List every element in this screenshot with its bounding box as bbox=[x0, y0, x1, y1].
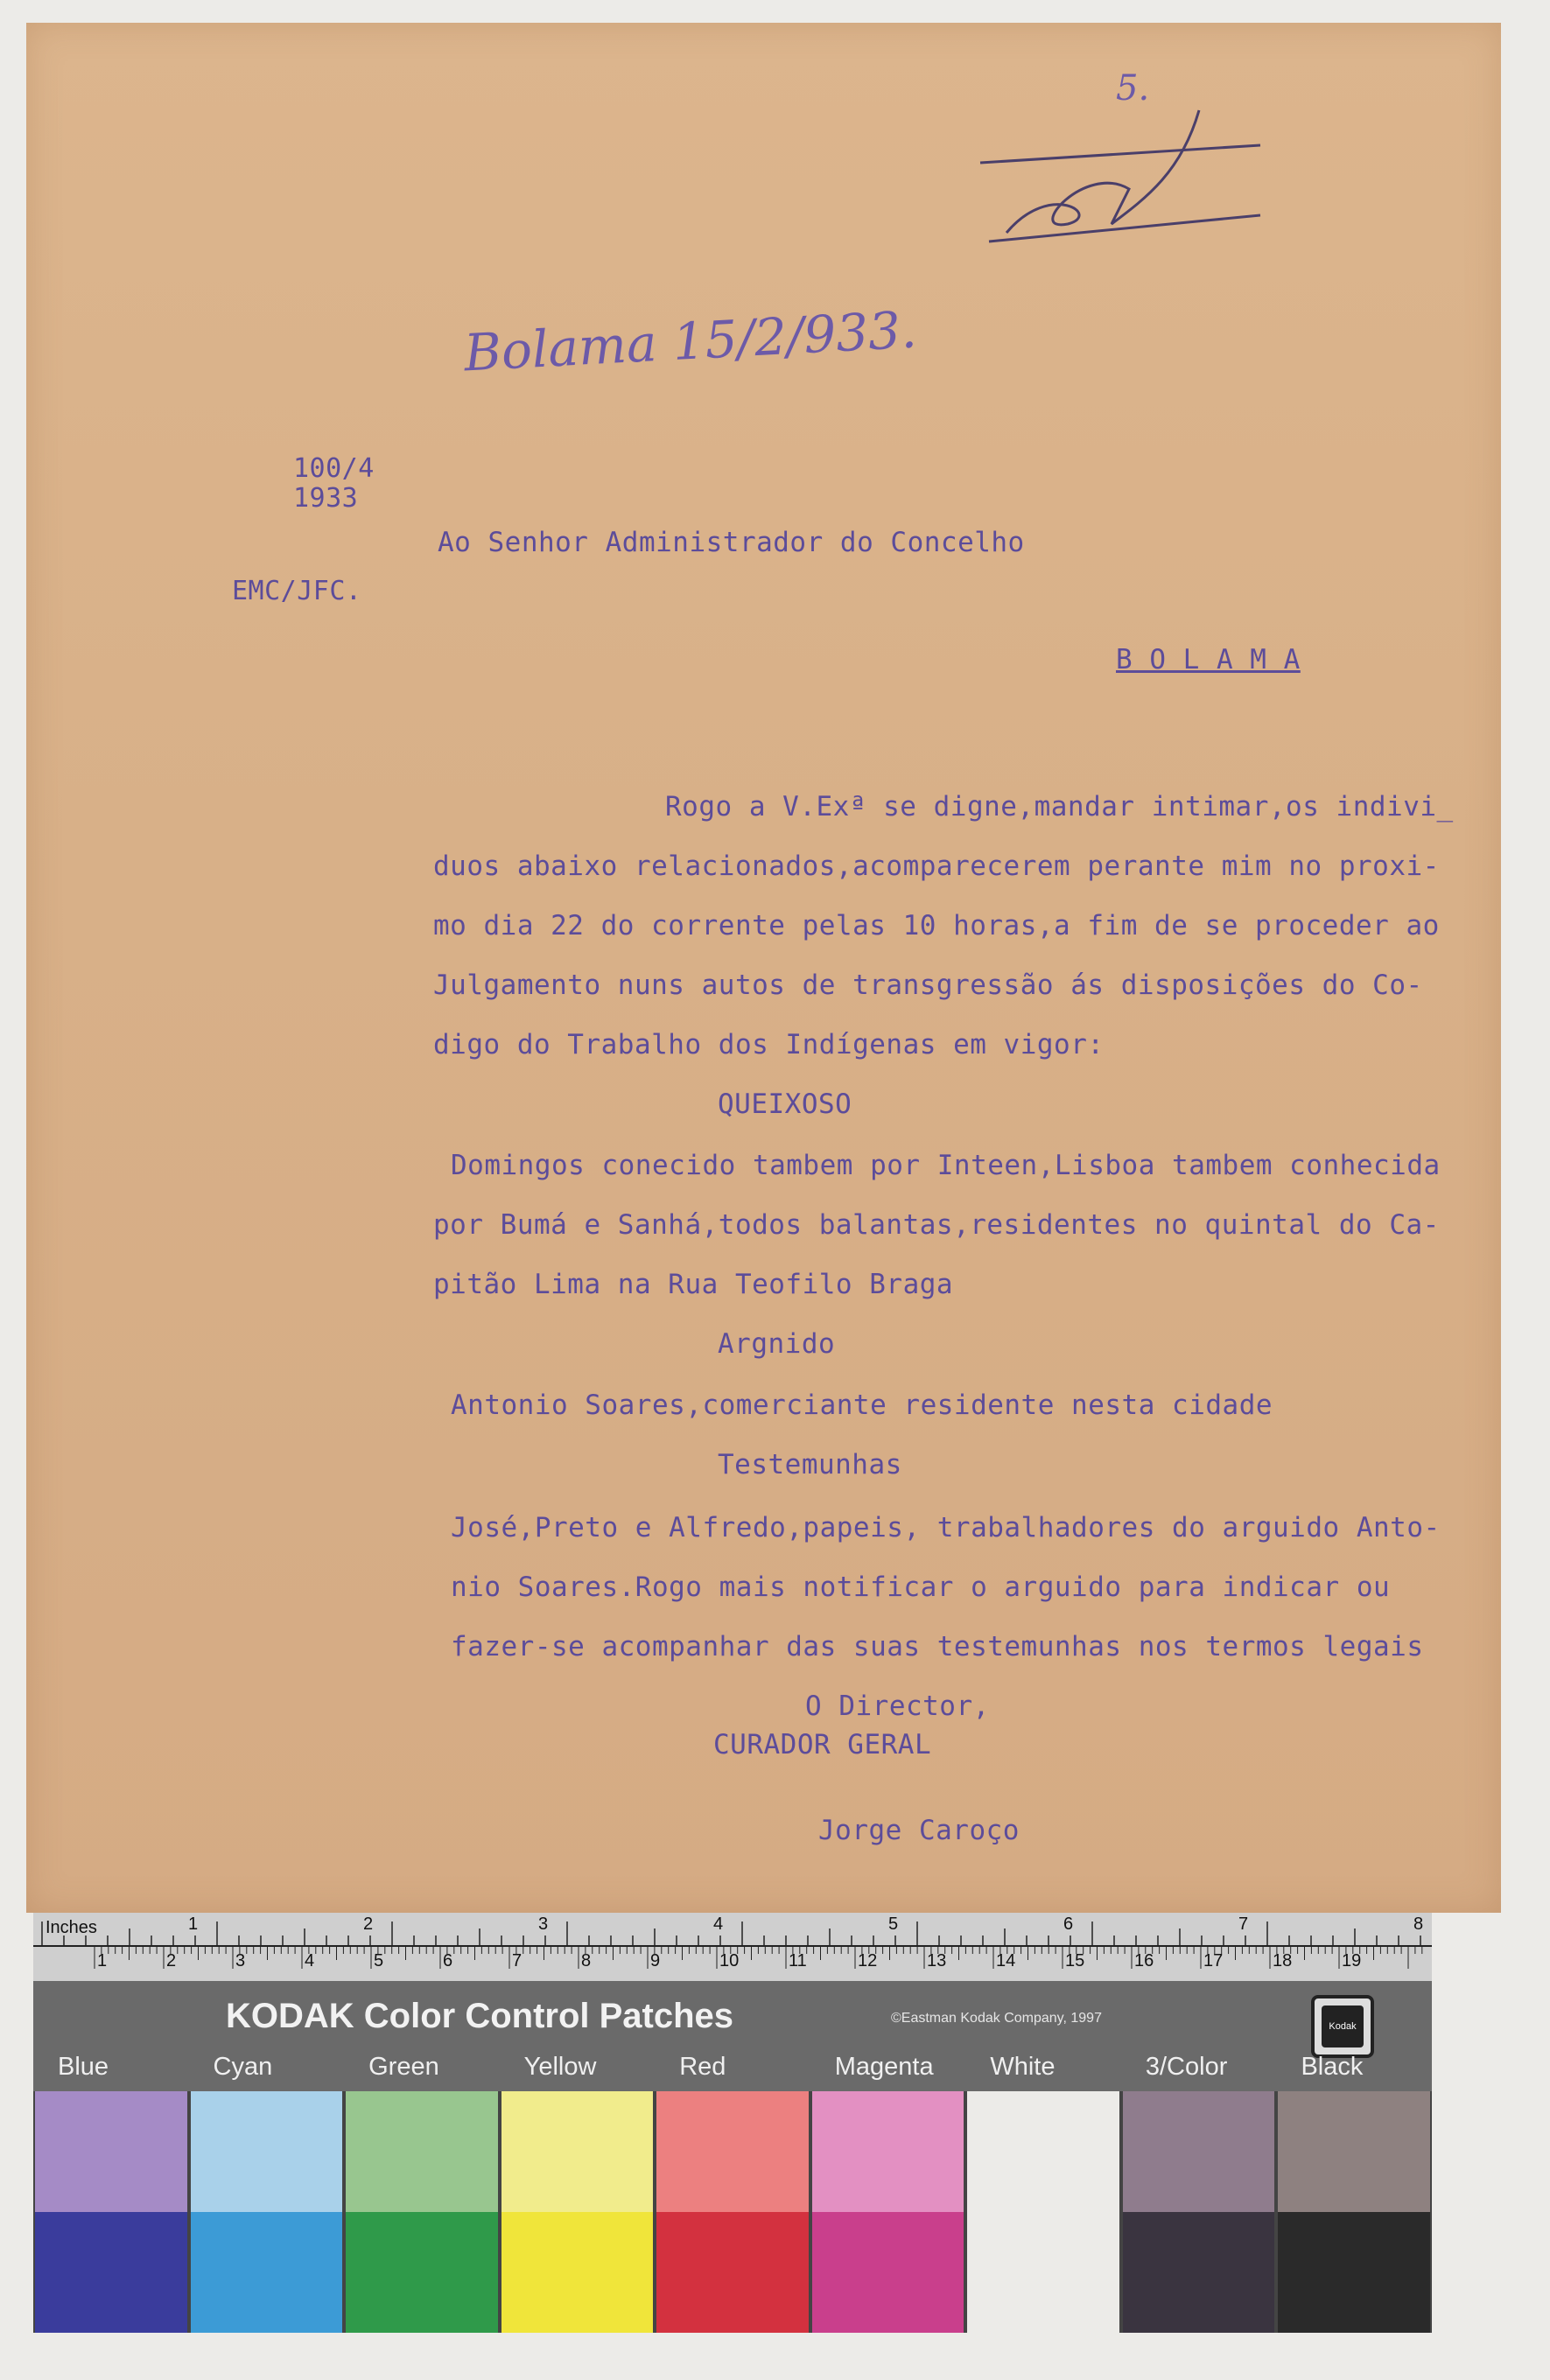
cm-mark: 14 bbox=[996, 1951, 1016, 1970]
handwritten-initials-mark bbox=[971, 93, 1287, 250]
cm-mark: 8 bbox=[581, 1951, 592, 1970]
testemunhas-line: José,Preto e Alfredo,papeis, trabalhadores do arguido Anto- bbox=[451, 1512, 1441, 1544]
inch-ruler bbox=[33, 1913, 1432, 1982]
heading-arguido: Argnido bbox=[718, 1328, 836, 1360]
chart-copyright: ©Eastman Kodak Company, 1997 bbox=[891, 2011, 1102, 2026]
testemunhas-line: nio Soares.Rogo mais notificar o arguido para indicar ou bbox=[451, 1572, 1391, 1603]
color-patch-bottom bbox=[35, 2212, 187, 2333]
kodak-color-chart bbox=[33, 1913, 1432, 2333]
color-patch-top bbox=[35, 2091, 187, 2212]
cm-mark: 9 bbox=[650, 1951, 661, 1970]
testemunhas-line: fazer-se acompanhar das suas testemunhas nos termos legais bbox=[451, 1631, 1424, 1662]
inch-mark: 1 bbox=[188, 1914, 199, 1934]
patch-labels bbox=[33, 2053, 1432, 2088]
color-patch-top bbox=[967, 2091, 1119, 2212]
color-patch-top bbox=[346, 2091, 498, 2212]
kodak-logo-text: Kodak bbox=[1322, 2006, 1364, 2048]
cm-mark: 19 bbox=[1342, 1951, 1362, 1970]
cm-mark: 7 bbox=[512, 1951, 523, 1970]
cm-mark: 3 bbox=[235, 1951, 246, 1970]
patch-label-white: White bbox=[990, 2053, 1056, 2081]
inches-label: Inches bbox=[46, 1918, 97, 1937]
inch-mark: 7 bbox=[1238, 1914, 1249, 1934]
chart-title: KODAK Color Control Patches bbox=[226, 1997, 734, 2035]
cm-mark: 6 bbox=[443, 1951, 453, 1970]
patch-label-red: Red bbox=[679, 2053, 726, 2081]
color-patch-bottom bbox=[501, 2212, 654, 2333]
color-patch-top bbox=[656, 2091, 809, 2212]
color-patch-top bbox=[812, 2091, 964, 2212]
patch-label-3-color: 3/Color bbox=[1145, 2053, 1228, 2081]
color-patch-bottom bbox=[656, 2212, 809, 2333]
patch-label-magenta: Magenta bbox=[834, 2053, 934, 2081]
arguido-line: Antonio Soares,comerciante residente nesta cidade bbox=[451, 1390, 1273, 1421]
color-patch-bottom bbox=[346, 2212, 498, 2333]
cm-mark: 11 bbox=[789, 1951, 807, 1970]
signature-role: CURADOR GERAL bbox=[713, 1729, 932, 1760]
patch-label-yellow: Yellow bbox=[523, 2053, 597, 2081]
cm-mark: 10 bbox=[719, 1951, 740, 1970]
color-patch-bottom bbox=[1123, 2212, 1275, 2333]
inch-mark: 2 bbox=[363, 1914, 374, 1934]
reference-number: 100/4 bbox=[293, 453, 375, 484]
cm-mark: 12 bbox=[858, 1951, 878, 1970]
body-line: Julgamento nuns autos de transgressão ás disposições do Co- bbox=[433, 970, 1423, 1001]
color-patch-top bbox=[501, 2091, 654, 2212]
body-line: duos abaixo relacionados,acomparecerem perante mim no proxi- bbox=[433, 850, 1440, 882]
inch-mark: 8 bbox=[1413, 1914, 1424, 1934]
heading-queixoso: QUEIXOSO bbox=[718, 1088, 852, 1120]
inch-mark: 6 bbox=[1063, 1914, 1074, 1934]
signature-name: Jorge Caroço bbox=[818, 1815, 1020, 1846]
reference-year: 1933 bbox=[293, 483, 359, 514]
cm-mark: 16 bbox=[1134, 1951, 1154, 1970]
initials: EMC/JFC. bbox=[232, 576, 362, 606]
inch-mark: 5 bbox=[888, 1914, 899, 1934]
letter-sheet bbox=[26, 23, 1501, 1913]
patch-label-black: Black bbox=[1301, 2053, 1364, 2081]
body-line: mo dia 22 do corrente pelas 10 horas,a fim de se proceder ao bbox=[433, 910, 1440, 942]
patch-label-green: Green bbox=[368, 2053, 439, 2081]
color-patch-top bbox=[1278, 2091, 1430, 2212]
color-patch-top bbox=[1123, 2091, 1275, 2212]
inch-mark: 3 bbox=[538, 1914, 549, 1934]
cm-mark: 2 bbox=[166, 1951, 177, 1970]
addressee: Ao Senhor Administrador do Concelho bbox=[438, 527, 1025, 558]
patch-label-cyan: Cyan bbox=[213, 2053, 273, 2081]
inch-mark: 4 bbox=[713, 1914, 724, 1934]
cm-mark: 1 bbox=[97, 1951, 108, 1970]
color-patch-bottom bbox=[1278, 2212, 1430, 2333]
body-line: Rogo a V.Exª se digne,mandar intimar,os indivi_ bbox=[665, 791, 1454, 822]
patch-label-blue: Blue bbox=[58, 2053, 109, 2081]
queixoso-line: Domingos conecido tambem por Inteen,Lisboa tambem conhecida bbox=[451, 1150, 1441, 1181]
cm-mark: 13 bbox=[927, 1951, 947, 1970]
color-patch-bottom bbox=[812, 2212, 964, 2333]
cm-mark: 18 bbox=[1273, 1951, 1293, 1970]
handwritten-date: Bolama 15/2/933. bbox=[462, 299, 919, 383]
color-patch-top bbox=[191, 2091, 343, 2212]
city: B O L A M A bbox=[1116, 644, 1301, 676]
kodak-logo bbox=[1311, 1995, 1374, 2058]
body-line: digo do Trabalho dos Indígenas em vigor: bbox=[433, 1029, 1105, 1060]
color-patch-bottom bbox=[967, 2212, 1119, 2333]
cm-mark: 17 bbox=[1203, 1951, 1224, 1970]
signature-title: O Director, bbox=[805, 1690, 990, 1722]
cm-mark: 5 bbox=[374, 1951, 384, 1970]
cm-mark: 15 bbox=[1065, 1951, 1085, 1970]
queixoso-line: pitão Lima na Rua Teofilo Braga bbox=[433, 1269, 954, 1300]
queixoso-line: por Bumá e Sanhá,todos balantas,residentes no quintal do Ca- bbox=[433, 1209, 1440, 1241]
cm-mark: 4 bbox=[305, 1951, 315, 1970]
heading-testemunhas: Testemunhas bbox=[718, 1449, 902, 1480]
color-patch-bottom bbox=[191, 2212, 343, 2333]
handwritten-corner-number: 5. bbox=[1116, 68, 1150, 108]
